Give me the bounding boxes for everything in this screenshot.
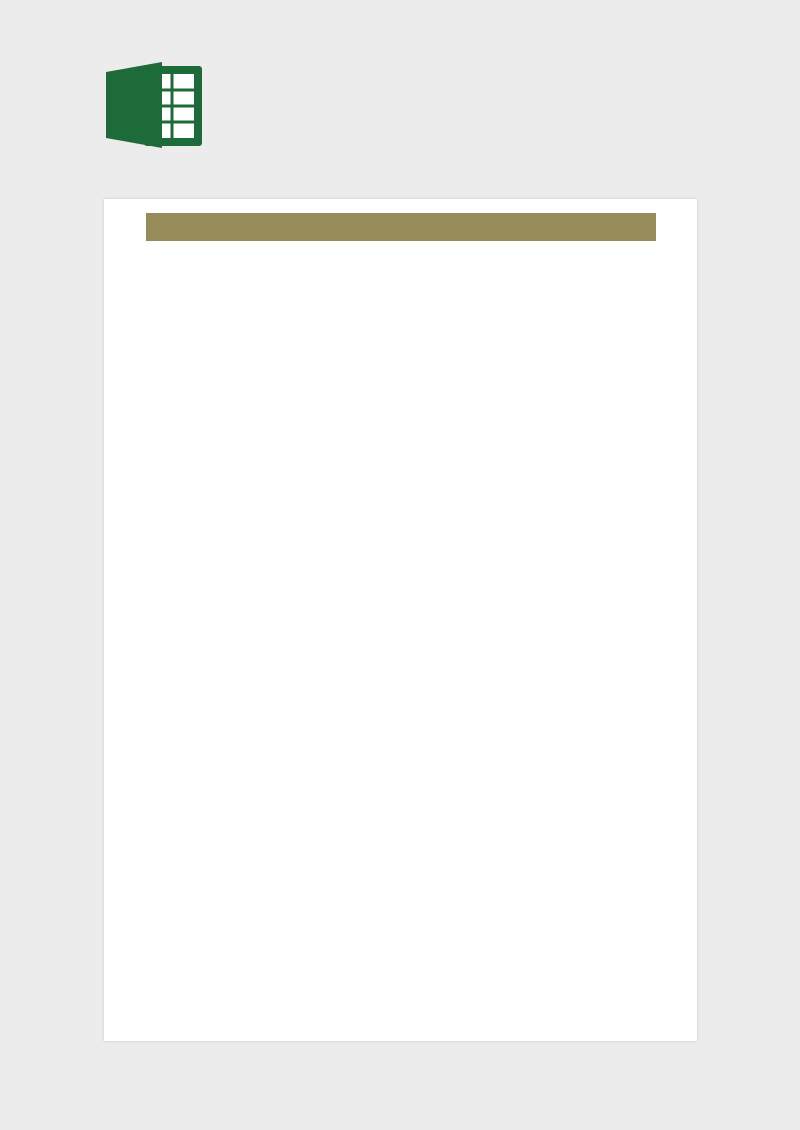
sheet-title-bar [146, 213, 656, 241]
promo-header [0, 0, 800, 195]
spreadsheet-preview [104, 199, 697, 1041]
excel-icon [106, 60, 206, 150]
